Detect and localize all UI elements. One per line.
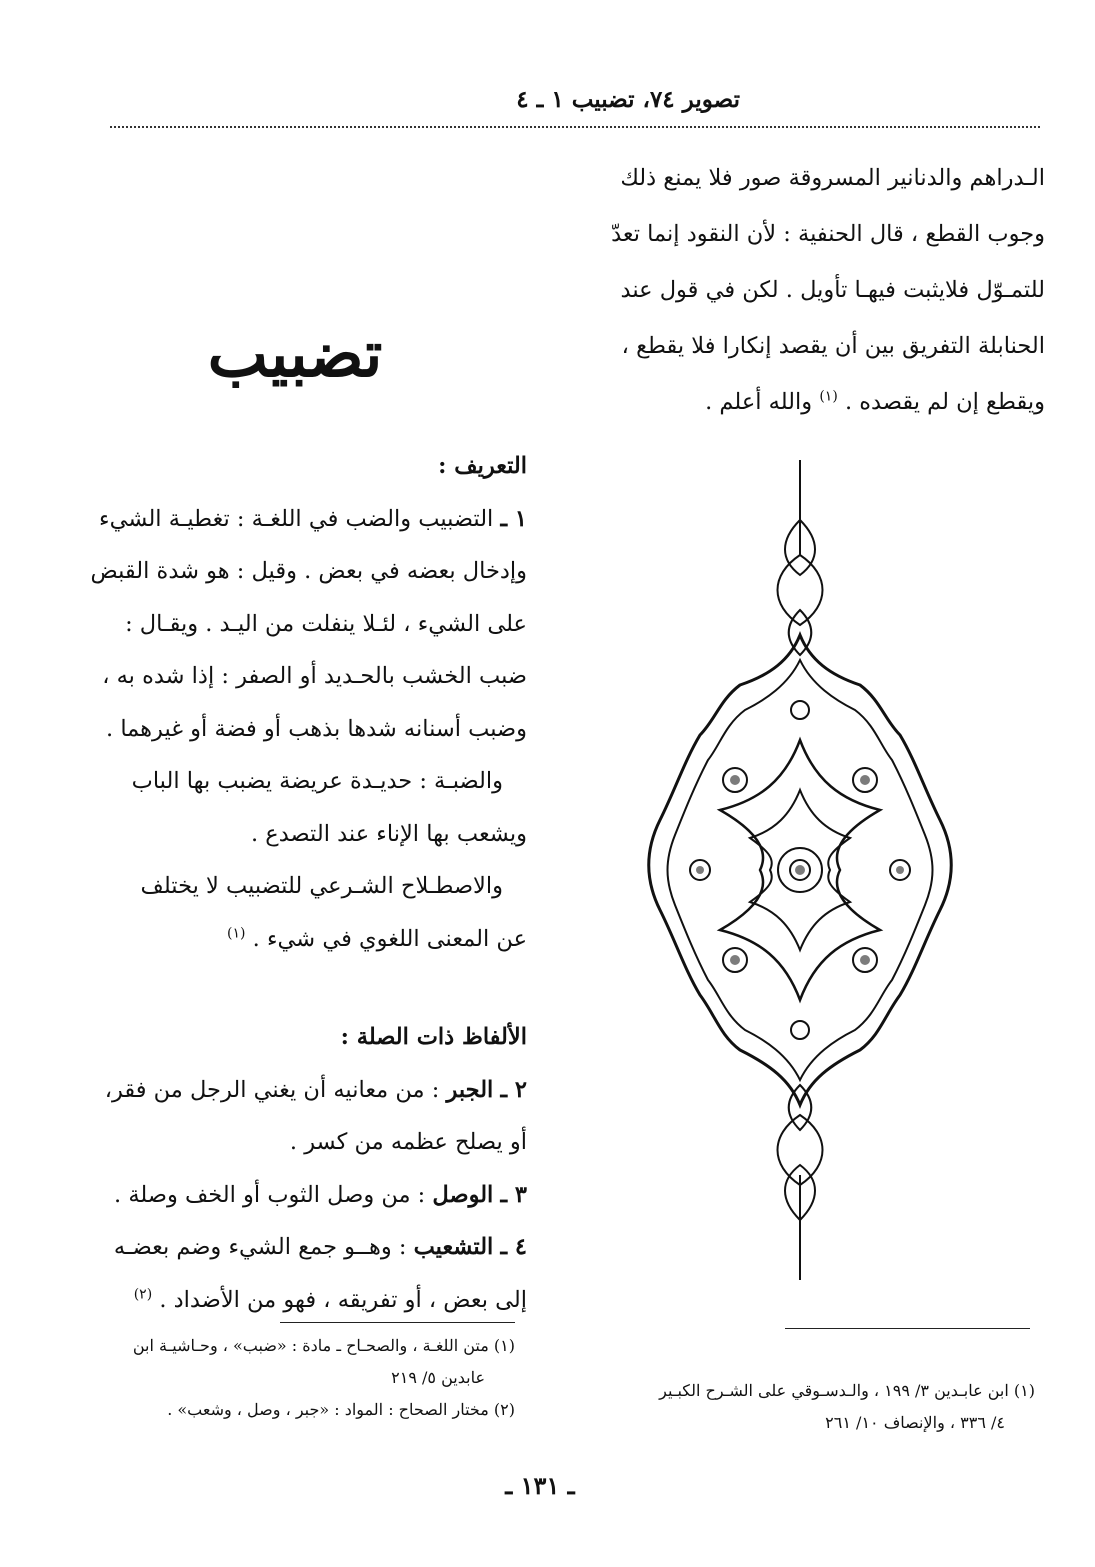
paragraph-line [65,1274,527,1327]
paragraph-line: أو يصلح عظمه من كسر . [289,1129,527,1155]
paragraph-line: ضبب الخشب بالحـديد أو الصفر : إذا شده به ، [102,663,527,689]
paragraph-line: والضبـة : حديـدة عريضة يضبب بها الباب [131,768,503,794]
header-dotted-rule [110,126,1040,128]
footnotes-left [65,1330,515,1426]
text-line: للتمـوّل فلايثبت فيهـا تأويل . لكن في قول عند [620,277,1045,303]
item-number: ١ ـ [500,505,527,532]
section-heading-definition: التعريف : [438,453,527,479]
footnote-continuation: عابدين ٥/ ٢١٩ [391,1368,485,1387]
spacer [65,965,527,1011]
related-item [65,1221,527,1274]
related-item [65,1169,527,1222]
text-fragment: والله أعلم . [705,389,813,415]
paragraph-line: وضبب أسنانه شدها بذهب أو فضة أو غيرهما . [106,715,527,742]
paragraph-line: وإدخال بعضه في بعض . وقيل : هو شدة القبض [90,558,527,584]
related-term: التشعيب [413,1234,494,1260]
text-fragment: عن المعنى اللغوي في شيء . [252,925,527,952]
text-fragment: التضبيب والضب في اللغـة : تغطيـة الشيء [99,505,494,532]
related-item [65,1064,527,1117]
entry-body [65,440,527,1326]
footnote-separator [785,1328,1030,1329]
paragraph-line: ويشعب بها الإناء عند التصدع . [251,820,527,847]
text-fragment: : من معانيه أن يغني الرجل من فقر، [104,1076,440,1103]
paragraph-line [65,913,527,966]
footnote-separator [280,1322,515,1323]
running-header [110,80,1040,120]
paragraph-line [65,493,527,546]
related-term: الوصل [432,1181,494,1208]
section-heading-related: الألفاظ ذات الصلة : [340,1024,527,1050]
paragraph-line: والاصطـلاح الشـرعي للتضبيب لا يختلف [140,873,503,899]
footnote: (٢) مختار الصحاح : المواد : «جبر ، وصل ، وشعب» . [167,1400,515,1419]
text-line [580,374,1045,430]
footnote: (١) متن اللغـة ، والصحـاح ـ مادة : «ضبب» ، وحـاشيـة ابن [132,1336,515,1355]
text-fragment: إلى بعض ، أو تفريقه ، فهو من الأضداد . [159,1286,527,1313]
continued-text-block [580,150,1045,430]
related-term: الجبر [446,1076,494,1103]
page-number: ـ ١٣١ ـ [505,1471,575,1500]
text-fragment: ويقطع إن لم يقصده . [844,389,1045,415]
footnote-ref[interactable]: (١) [819,388,838,405]
text-fragment: : وهــو جمع الشيء وضم بعضـه [113,1234,407,1260]
header-title: تصوير ٧٤، تضبيب ١ ـ ٤ [516,86,740,113]
paragraph-line: على الشيء ، لئـلا ينفلت من اليـد . ويقـال : [125,610,527,637]
footnote-continuation: ٤/ ٣٣٦ ، والإنصاف ١٠/ ٢٦١ [825,1413,1005,1432]
item-number: ٣ ـ [500,1181,527,1208]
text-line: الـدراهم والدنانير المسروقة صور فلا يمنع ذلك [620,165,1045,191]
footnotes-right [575,1375,1035,1439]
footnote-ref[interactable]: (٢) [133,1286,153,1302]
ornament-medallion-icon [640,460,960,1280]
entry-title: تضبيب [207,317,383,392]
footnote: (١) ابن عابـدين ٣/ ١٩٩ ، والـدسـوقي على الشـرح الكبـير [659,1381,1035,1400]
text-line: وجوب القطع ، قال الحنفية : لأن النقود إنما تعدّ [611,221,1045,247]
footnote-ref[interactable]: (١) [227,925,246,941]
item-number: ٤ ـ [500,1234,527,1260]
item-number: ٢ ـ [500,1076,527,1103]
text-line: الحنابلة التفريق بين أن يقصد إنكارا فلا يقطع ، [621,333,1045,359]
text-fragment: : من وصل الثوب أو الخف وصلة . [114,1181,426,1208]
